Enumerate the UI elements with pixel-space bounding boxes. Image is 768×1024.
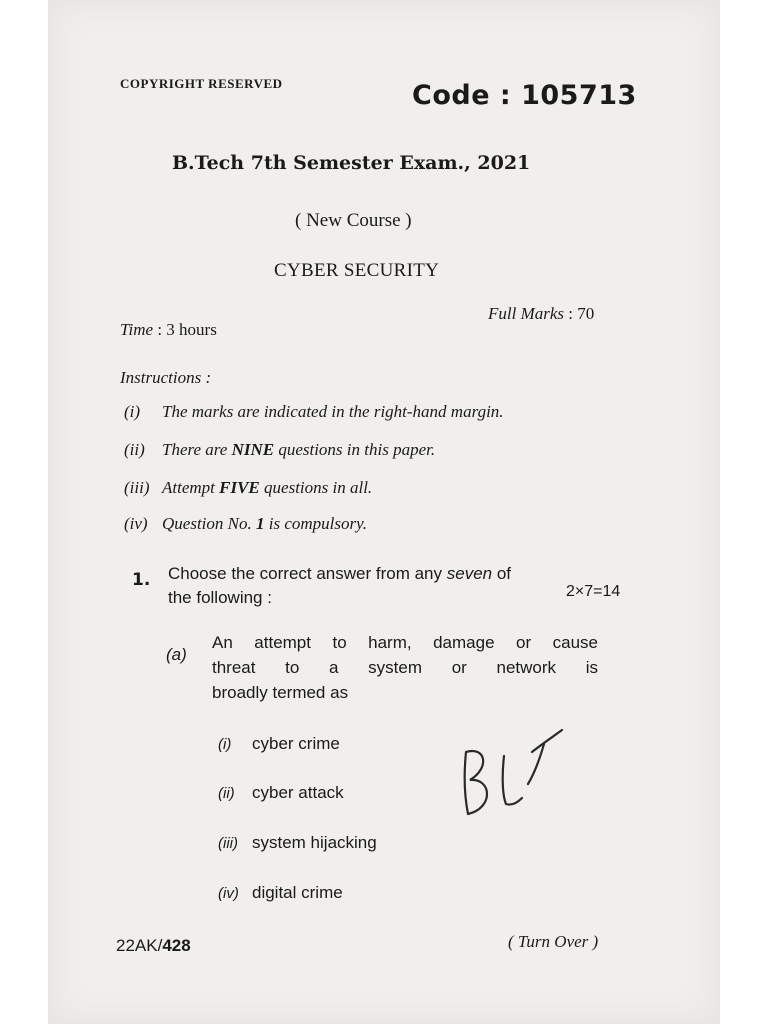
instruction-text-post: questions in all. xyxy=(259,478,373,497)
answer-option xyxy=(218,883,343,903)
option-text: cyber crime xyxy=(252,734,340,753)
sub-question-text xyxy=(212,630,598,705)
instruction-item xyxy=(124,514,367,534)
instruction-bold: FIVE xyxy=(219,478,260,497)
question-stem-line2: the following : xyxy=(168,588,272,607)
option-text: cyber attack xyxy=(252,783,344,802)
instruction-number: (iii) xyxy=(124,478,150,497)
sub-question-line: broadly termed as xyxy=(212,683,349,702)
marks-label: Full Marks xyxy=(488,304,565,323)
subject-title: CYBER SECURITY xyxy=(274,260,440,281)
instruction-text: There are xyxy=(162,440,232,459)
instruction-number: (iv) xyxy=(124,514,148,533)
answer-option xyxy=(218,833,377,853)
option-number: (iv) xyxy=(218,885,239,902)
paper-code: Code : 105713 xyxy=(412,80,637,111)
instruction-number: (i) xyxy=(124,402,141,421)
time-value: : 3 hours xyxy=(157,320,217,339)
full-marks xyxy=(488,304,594,324)
instruction-item xyxy=(124,402,504,422)
option-text: system hijacking xyxy=(252,833,377,852)
instruction-bold: NINE xyxy=(231,440,275,459)
question-stem xyxy=(168,562,511,610)
instructions-heading: Instructions : xyxy=(120,368,212,387)
answer-option xyxy=(218,734,340,754)
instruction-bold: 1 xyxy=(255,514,265,533)
sub-question-label: (a) xyxy=(166,645,187,664)
instruction-text-post: is compulsory. xyxy=(264,514,367,533)
instruction-text-post: questions in this paper. xyxy=(274,440,436,459)
instruction-item xyxy=(124,478,372,498)
question-marks: 2×7=14 xyxy=(566,583,621,600)
handwritten-initials xyxy=(452,722,572,822)
copyright-notice: COPYRIGHT RESERVED xyxy=(120,76,283,91)
footer-code-prefix: 22AK/ xyxy=(116,936,163,955)
time-label: Time xyxy=(120,320,154,339)
instruction-number: (ii) xyxy=(124,440,145,459)
question-number: 1. xyxy=(132,570,151,590)
marks-value: : 70 xyxy=(568,304,595,323)
sub-question-line: An attempt to harm, damage or cause xyxy=(212,633,598,652)
instruction-text: The marks are indicated in the right-hand margin. xyxy=(162,402,504,421)
footer-paper-code xyxy=(116,936,191,956)
answer-option xyxy=(218,783,344,803)
instruction-text: Attempt xyxy=(162,478,220,497)
question-stem-line1 xyxy=(168,562,511,586)
stem-text-post: of xyxy=(492,564,512,583)
course-type: ( New Course ) xyxy=(295,210,412,231)
option-number: (i) xyxy=(218,736,232,753)
stem-text: Choose the correct answer from any xyxy=(168,564,447,583)
time-allowed xyxy=(120,320,217,340)
sub-question-line: threat to a system or network is xyxy=(212,658,598,677)
footer-code-number: 428 xyxy=(162,936,191,955)
option-number: (ii) xyxy=(218,785,235,802)
instruction-text: Question No. xyxy=(162,514,256,533)
turn-over-note: ( Turn Over ) xyxy=(508,932,599,951)
instruction-item xyxy=(124,440,435,460)
exam-title: B.Tech 7th Semester Exam., 2021 xyxy=(172,152,531,174)
option-text: digital crime xyxy=(252,883,343,902)
stem-italic: seven xyxy=(446,564,493,583)
option-number: (iii) xyxy=(218,835,238,852)
